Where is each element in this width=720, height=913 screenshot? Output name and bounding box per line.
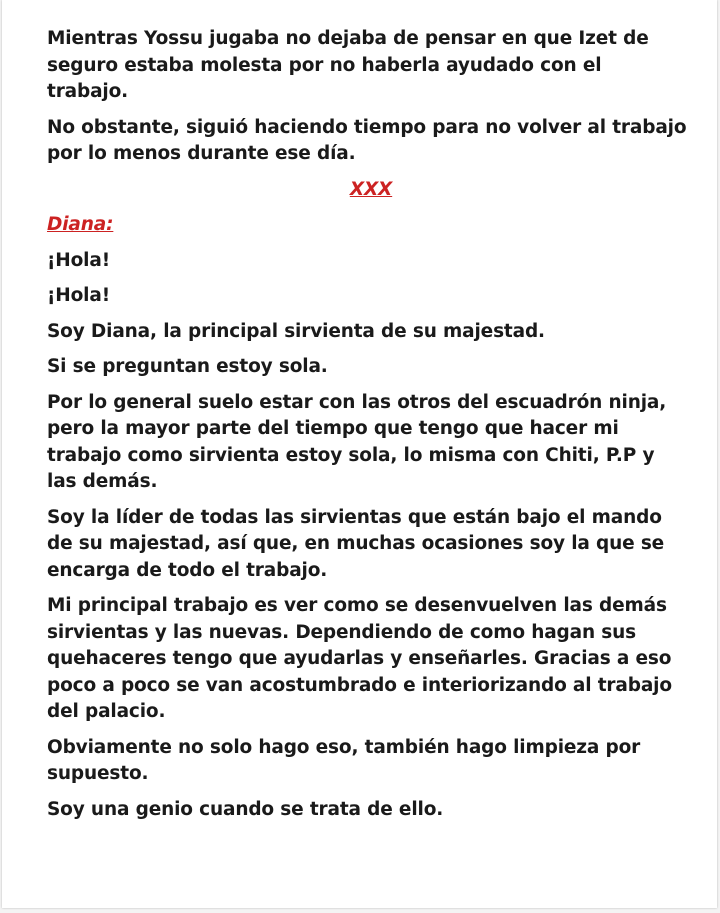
document-body (47, 26, 687, 832)
paragraph: Mientras Yossu jugaba no dejaba de pensar en que Izet de seguro estaba molesta por no haberla ayudado con el trabajo. (47, 28, 649, 102)
paragraph: ¡Hola! (47, 285, 110, 306)
paragraph: Soy la líder de todas las sirvientas que están bajo el mando de su majestad, así que, en muchas ocasiones soy la que se encarga de todo el trabajo. (47, 506, 665, 581)
paragraph: Soy Diana, la principal sirvienta de su majestad. (47, 320, 545, 342)
paragraph: Por lo general suelo estar con las otros del escuadrón ninja, pero la mayor parte del tiempo que tengo que hacer mi trabajo como sirvienta estoy sola, lo misma con Chiti, P.P y las demás. (47, 391, 667, 492)
paragraph: Soy una genio cuando se trata de ello. (47, 798, 444, 820)
document-page (2, 0, 717, 908)
paragraph: No obstante, siguió haciendo tiempo para no volver al trabajo por lo menos durante ese día. (47, 116, 687, 164)
speaker-heading: Diana: (47, 214, 114, 235)
paragraph: ¡Hola! (47, 249, 110, 271)
paragraph: Obviamente no solo hago eso, también hago limpieza por supuesto. (47, 736, 641, 784)
paragraph: Mi principal trabajo es ver como se desenvuelven las demás sirvientas y las nuevas. Dependiendo de como hagan sus quehaceres tengo que ayudarlas y enseñarles. Gracias a eso poco a poco se van acostumbrado e interiorizando al trabajo del palacio. (47, 595, 672, 722)
paragraph: Si se preguntan estoy sola. (47, 356, 328, 377)
section-separator: XXX (349, 178, 393, 200)
